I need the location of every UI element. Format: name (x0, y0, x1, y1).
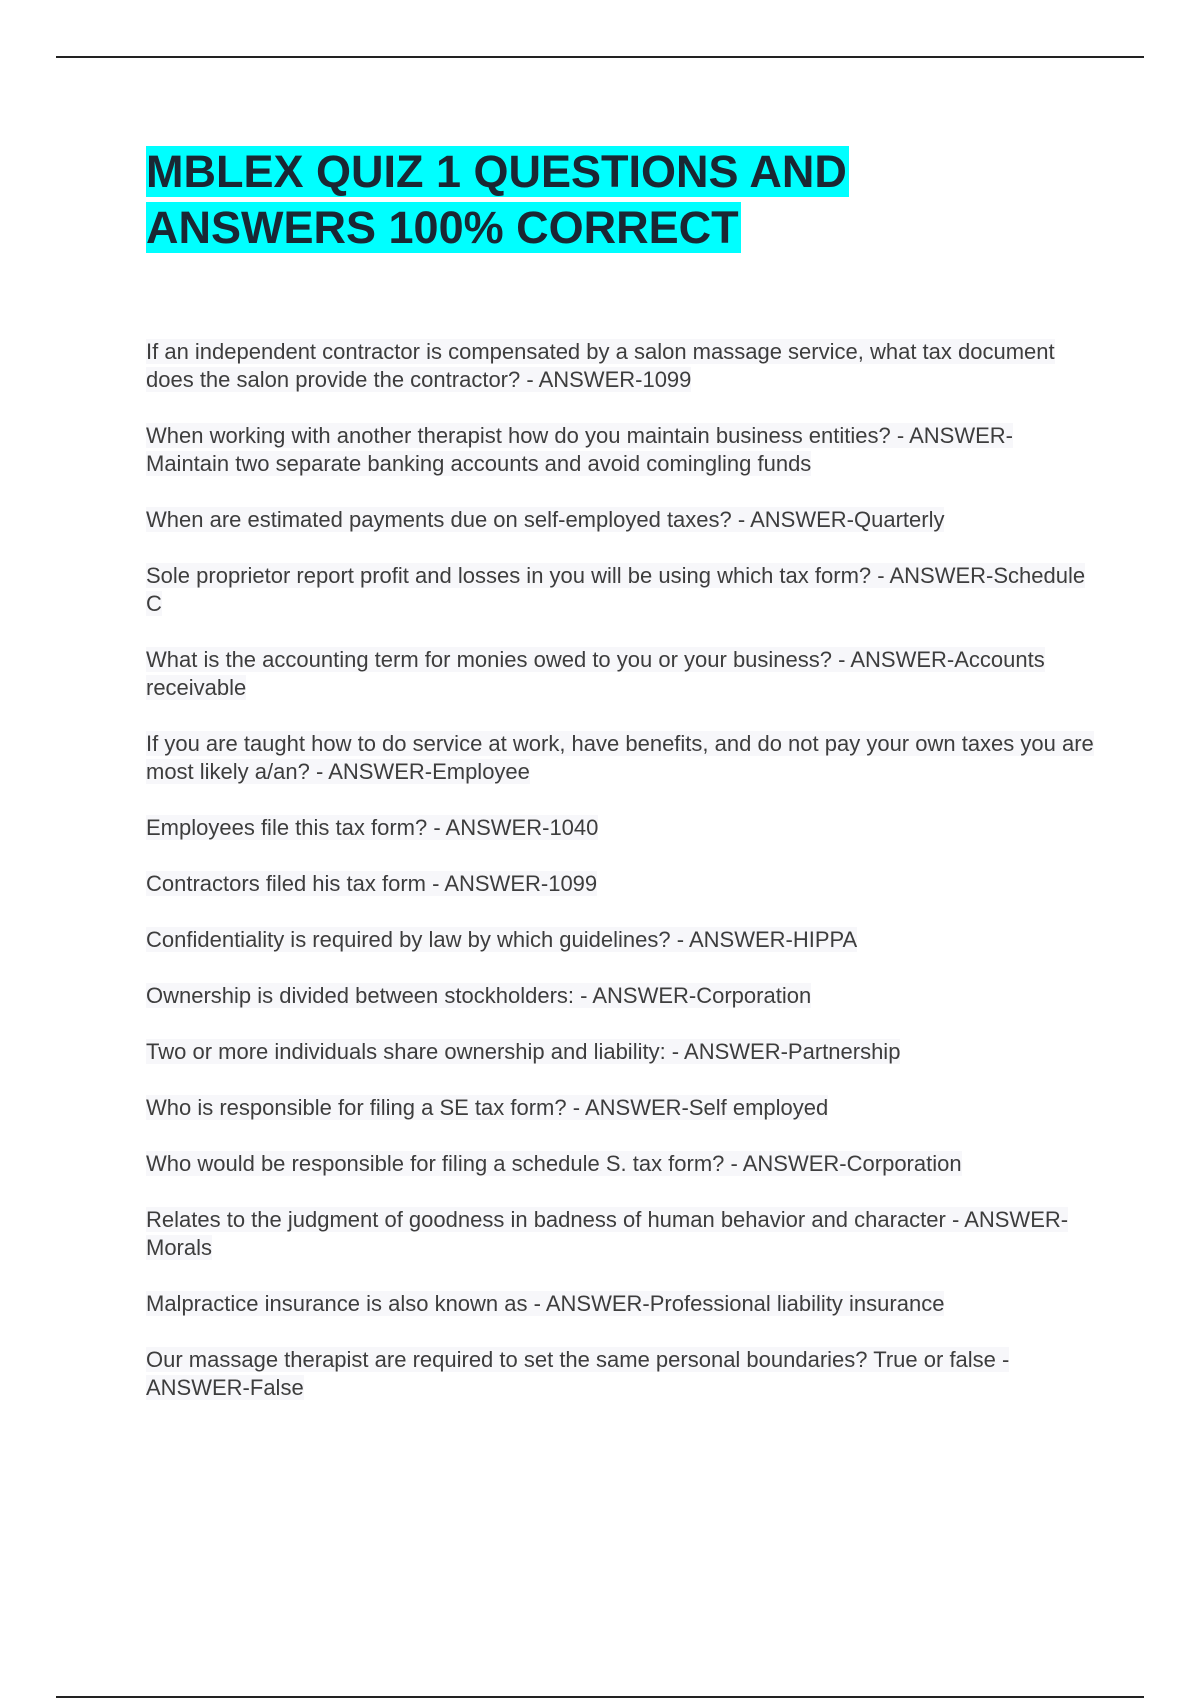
qa-item: Sole proprietor report profit and losses in you will be using which tax form? - ANSWER-Schedule C (146, 563, 1086, 616)
qa-item: When are estimated payments due on self-employed taxes? - ANSWER-Quarterly (146, 507, 945, 532)
qa-item: Our massage therapist are required to set the same personal boundaries? True or false - ANSWER-False (146, 1347, 1010, 1400)
qa-item: Ownership is divided between stockholders: - ANSWER-Corporation (146, 983, 812, 1008)
qa-item: Who is responsible for filing a SE tax form? - ANSWER-Self employed (146, 1095, 829, 1120)
qa-item: What is the accounting term for monies owed to you or your business? - ANSWER-Accounts receivable (146, 647, 1045, 700)
qa-item: Relates to the judgment of goodness in badness of human behavior and character - ANSWER-Morals (146, 1207, 1069, 1260)
qa-item: If an independent contractor is compensated by a salon massage service, what tax document does the salon provide the contractor? - ANSWER-1099 (146, 339, 1055, 392)
qa-item: Employees file this tax form? - ANSWER-1040 (146, 815, 599, 840)
qa-item: Confidentiality is required by law by which guidelines? - ANSWER-HIPPA (146, 927, 858, 952)
header-rule (56, 56, 1144, 58)
qa-list (146, 338, 1096, 1430)
qa-item: Malpractice insurance is also known as - ANSWER-Professional liability insurance (146, 1291, 945, 1316)
title-line-1: MBLEX QUIZ 1 QUESTIONS AND (146, 146, 847, 197)
qa-item: If you are taught how to do service at work, have benefits, and do not pay your own taxes you are most likely a/an? - ANSWER-Employee (146, 731, 1094, 784)
document-body (146, 144, 1096, 1400)
footer-rule (56, 1696, 1144, 1698)
title-line-2: ANSWERS 100% CORRECT (146, 202, 739, 253)
qa-item: When working with another therapist how do you maintain business entities? - ANSWER-Maintain two separate banking accounts and avoid comingling funds (146, 423, 1013, 476)
qa-item: Who would be responsible for filing a schedule S. tax form? - ANSWER-Corporation (146, 1151, 962, 1176)
qa-item: Contractors filed his tax form - ANSWER-1099 (146, 871, 598, 896)
document-title (146, 144, 1096, 256)
qa-item: Two or more individuals share ownership and liability: - ANSWER-Partnership (146, 1039, 901, 1064)
